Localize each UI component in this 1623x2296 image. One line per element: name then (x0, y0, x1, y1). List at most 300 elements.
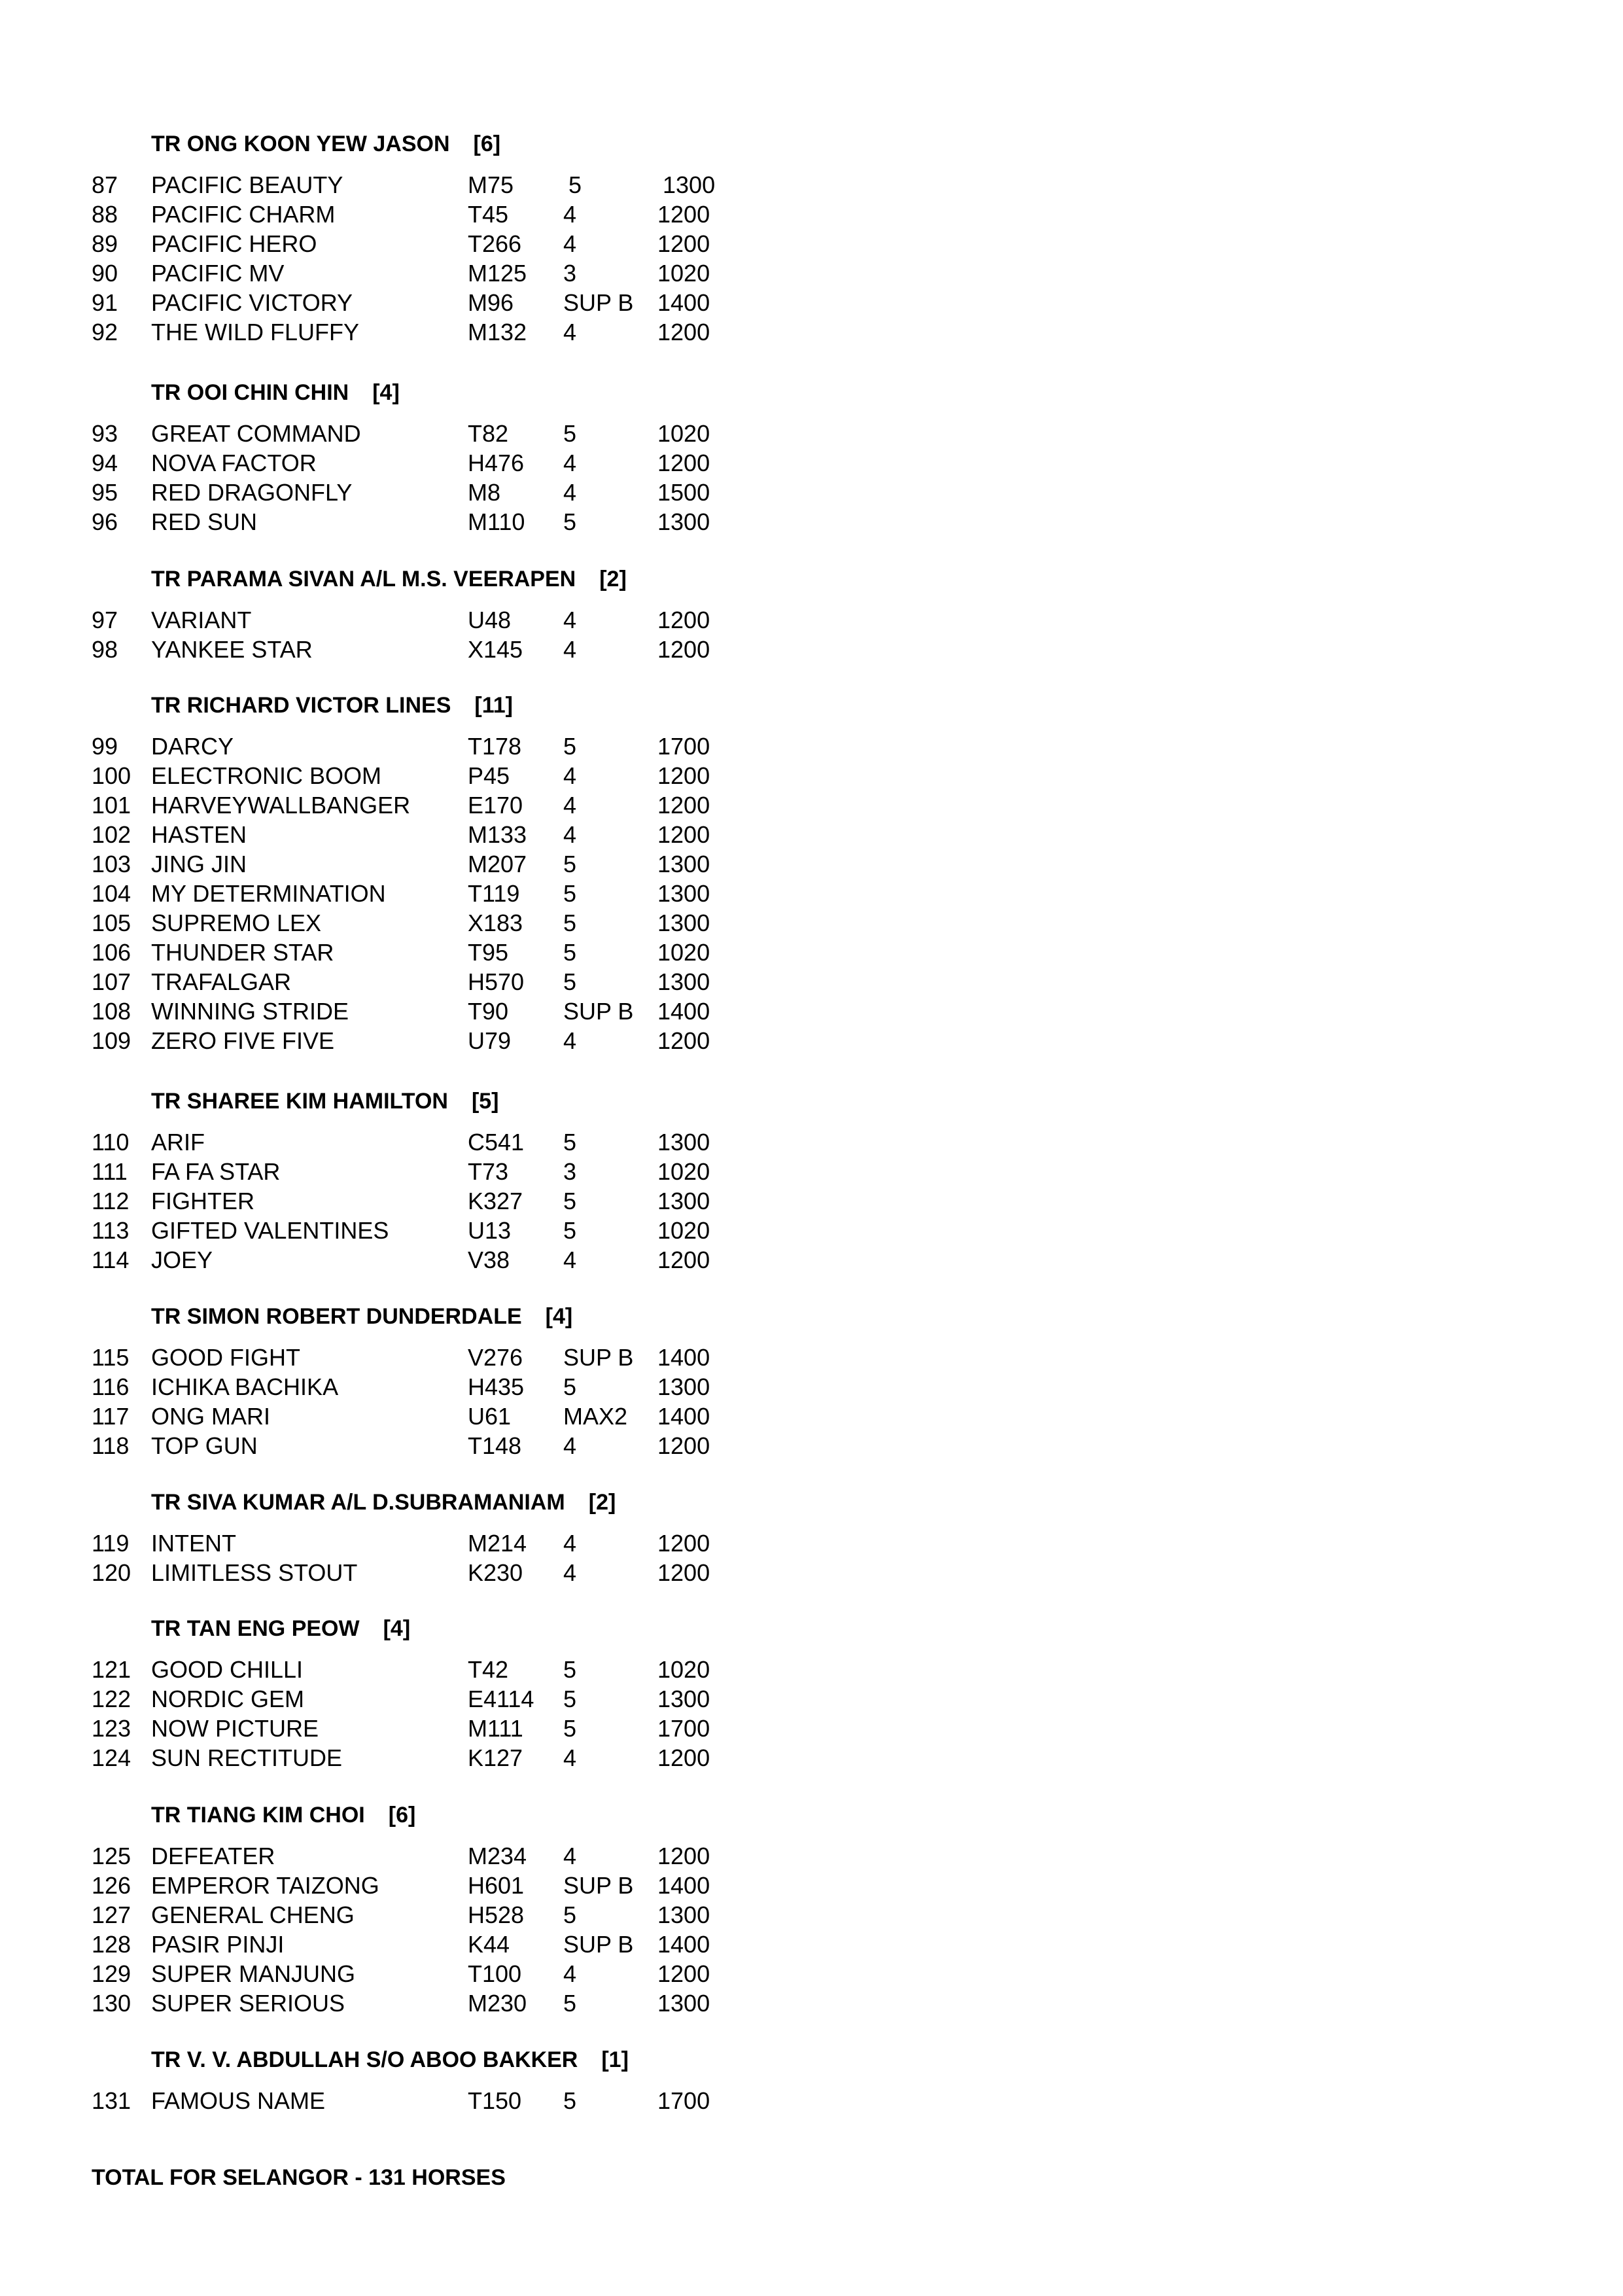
horse-code: E170 (468, 792, 523, 819)
horse-row (92, 879, 811, 908)
trainer-heading (92, 1082, 811, 1121)
horse-count: [11] (474, 693, 513, 718)
trainer-name: TR RICHARD VICTOR LINES (151, 693, 451, 718)
horse-class: 5 (563, 939, 577, 966)
horse-name: PACIFIC HERO (151, 230, 317, 257)
horse-row (92, 170, 811, 200)
horse-class: 5 (563, 1656, 577, 1683)
horse-number: 90 (92, 260, 118, 287)
trainer-name: TR V. V. ABDULLAH S/O ABOO BAKKER (151, 2047, 578, 2072)
horse-number: 91 (92, 289, 118, 316)
horse-name: PACIFIC MV (151, 260, 285, 287)
horse-distance: 1200 (657, 607, 710, 633)
horse-name: YANKEE STAR (151, 636, 313, 663)
horse-name: GOOD FIGHT (151, 1344, 300, 1371)
trainer-section (92, 1082, 811, 1275)
horse-distance: 1300 (657, 1129, 710, 1156)
horse-distance: 1200 (657, 762, 710, 789)
horse-code: T73 (468, 1158, 509, 1185)
horse-distance: 1300 (657, 968, 710, 995)
horse-row (92, 908, 811, 938)
horse-class: 4 (563, 821, 577, 848)
horse-name: DARCY (151, 733, 234, 760)
horse-code: T45 (468, 201, 509, 228)
horse-list (92, 419, 811, 537)
horse-number: 94 (92, 450, 118, 476)
horse-count: [5] (471, 1089, 499, 1114)
horse-class: 4 (563, 1530, 577, 1557)
horse-code: V38 (468, 1246, 510, 1273)
horse-list (92, 1528, 811, 1587)
horse-row (92, 1871, 811, 1900)
horse-list (92, 1655, 811, 1773)
horse-code: T90 (468, 998, 509, 1025)
horse-count: [4] (545, 1304, 573, 1329)
horse-distance: 1400 (657, 1344, 710, 1371)
horse-number: 123 (92, 1715, 131, 1742)
trainer-section (92, 373, 811, 537)
horse-row (92, 448, 811, 478)
horse-row (92, 849, 811, 879)
horse-row (92, 1959, 811, 1988)
horse-distance: 1020 (657, 1656, 710, 1683)
trainer-heading (92, 1297, 811, 1336)
trainer-section (92, 559, 811, 664)
horse-row (92, 2086, 811, 2115)
trainer-section (92, 2040, 811, 2115)
horse-distance: 1020 (657, 420, 710, 447)
trainer-section (92, 124, 811, 347)
horse-row (92, 732, 811, 761)
horse-name: RED SUN (151, 508, 258, 535)
horse-class: 4 (563, 479, 577, 506)
trainer-heading (92, 124, 811, 164)
horse-number: 93 (92, 420, 118, 447)
horse-distance: 1700 (657, 733, 710, 760)
horse-code: U13 (468, 1217, 512, 1244)
horse-distance: 1400 (657, 289, 710, 316)
horse-name: ICHIKA BACHIKA (151, 1373, 339, 1400)
horse-row (92, 1900, 811, 1930)
horse-name: JING JIN (151, 851, 247, 877)
horse-name: DEFEATER (151, 1843, 275, 1869)
horse-class: 4 (563, 1559, 577, 1586)
horse-name: GENERAL CHENG (151, 1901, 355, 1928)
horse-list (92, 1127, 811, 1275)
horse-code: K327 (468, 1188, 523, 1214)
horse-row (92, 605, 811, 635)
trainer-heading (92, 1609, 811, 1648)
horse-count: [1] (601, 2047, 629, 2072)
trainer-heading (92, 373, 811, 412)
horse-number: 88 (92, 201, 118, 228)
horse-number: 95 (92, 479, 118, 506)
horse-code: M133 (468, 821, 527, 848)
horse-distance: 1020 (657, 1158, 710, 1185)
horse-number: 104 (92, 880, 131, 907)
horse-class: 4 (563, 319, 577, 345)
horse-code: M111 (468, 1715, 523, 1742)
horse-name: RED DRAGONFLY (151, 479, 353, 506)
horse-name: INTENT (151, 1530, 236, 1557)
horse-code: T82 (468, 420, 509, 447)
total-line: TOTAL FOR SELANGOR - 131 HORSES (92, 2165, 506, 2190)
horse-number: 122 (92, 1686, 131, 1712)
horse-code: H435 (468, 1373, 525, 1400)
horse-name: PACIFIC VICTORY (151, 289, 353, 316)
horse-number: 118 (92, 1432, 130, 1459)
horse-code: X145 (468, 636, 523, 663)
horse-number: 113 (92, 1217, 130, 1244)
horse-class: 4 (563, 1960, 577, 1987)
horse-number: 117 (92, 1403, 130, 1430)
horse-class: 5 (563, 851, 577, 877)
horse-distance: 1300 (657, 910, 710, 936)
horse-class: 4 (563, 1246, 577, 1273)
horse-row (92, 1930, 811, 1959)
horse-class: 4 (563, 1027, 577, 1054)
horse-class: 5 (563, 1901, 577, 1928)
horse-number: 125 (92, 1843, 131, 1869)
horse-distance: 1020 (657, 939, 710, 966)
horse-row (92, 1216, 811, 1245)
horse-row (92, 1841, 811, 1871)
horse-number: 101 (92, 792, 131, 819)
horse-number: 127 (92, 1901, 131, 1928)
horse-number: 124 (92, 1744, 131, 1771)
horse-list (92, 170, 811, 347)
horse-row (92, 938, 811, 967)
horse-class: 5 (563, 1715, 577, 1742)
horse-number: 87 (92, 171, 118, 198)
horse-number: 109 (92, 1027, 131, 1054)
horse-class: 4 (563, 1432, 577, 1459)
horse-number: 103 (92, 851, 131, 877)
horse-number: 105 (92, 910, 131, 936)
horse-name: THUNDER STAR (151, 939, 334, 966)
horse-code: T119 (468, 880, 520, 907)
horse-code: V276 (468, 1344, 523, 1371)
horse-number: 120 (92, 1559, 131, 1586)
trainer-name: TR PARAMA SIVAN A/L M.S. VEERAPEN (151, 567, 576, 592)
horse-distance: 1200 (657, 1246, 710, 1273)
horse-count: [2] (588, 1490, 616, 1515)
horse-distance: 1700 (657, 1715, 710, 1742)
horse-count: [6] (473, 132, 501, 156)
horse-class: 4 (563, 762, 577, 789)
horse-row (92, 507, 811, 537)
horse-row (92, 1714, 811, 1743)
horse-number: 126 (92, 1872, 131, 1899)
horse-code: T178 (468, 733, 522, 760)
horse-name: PACIFIC BEAUTY (151, 171, 343, 198)
horse-code: U79 (468, 1027, 512, 1054)
horse-name: NOW PICTURE (151, 1715, 319, 1742)
horse-code: X183 (468, 910, 523, 936)
horse-class: 5 (563, 1129, 577, 1156)
horse-number: 92 (92, 319, 118, 345)
horse-distance: 1200 (657, 1559, 710, 1586)
horse-code: P45 (468, 762, 510, 789)
horse-row (92, 1988, 811, 2018)
horse-code: T95 (468, 939, 509, 966)
horse-name: WINNING STRIDE (151, 998, 349, 1025)
horse-list (92, 1343, 811, 1460)
horse-distance: 1200 (657, 636, 710, 663)
horse-code: M230 (468, 1990, 527, 2017)
horse-code: H528 (468, 1901, 525, 1928)
horse-number: 115 (92, 1344, 130, 1371)
horse-code: K44 (468, 1931, 510, 1958)
horse-row (92, 1186, 811, 1216)
horse-class: 5 (563, 1188, 577, 1214)
horse-number: 112 (92, 1188, 130, 1214)
horse-row (92, 1127, 811, 1157)
horse-list (92, 732, 811, 1055)
horse-list (92, 605, 811, 664)
horse-row (92, 1245, 811, 1275)
horse-number: 106 (92, 939, 131, 966)
horse-number: 99 (92, 733, 118, 760)
horse-name: GREAT COMMAND (151, 420, 361, 447)
horse-class: 5 (563, 508, 577, 535)
horse-code: M75 (468, 171, 514, 198)
horse-code: M207 (468, 851, 527, 877)
horse-class: 5 (563, 1373, 577, 1400)
horse-row (92, 1157, 811, 1186)
horse-name: ONG MARI (151, 1403, 271, 1430)
horse-distance: 1300 (657, 1686, 710, 1712)
horse-row (92, 258, 811, 288)
horse-name: FA FA STAR (151, 1158, 281, 1185)
horse-distance: 1200 (657, 450, 710, 476)
horse-class: 5 (563, 910, 577, 936)
horse-class: 3 (563, 1158, 577, 1185)
horse-name: PACIFIC CHARM (151, 201, 336, 228)
horse-code: M8 (468, 479, 501, 506)
horse-code: T148 (468, 1432, 522, 1459)
horse-distance: 1400 (657, 998, 710, 1025)
horse-row (92, 1431, 811, 1460)
horse-number: 128 (92, 1931, 131, 1958)
trainer-name: TR ONG KOON YEW JASON (151, 132, 450, 156)
horse-distance: 1500 (657, 479, 710, 506)
horse-class: 5 (563, 420, 577, 447)
horse-list (92, 1841, 811, 2018)
trainer-heading (92, 559, 811, 599)
horse-count: [6] (388, 1803, 416, 1828)
horse-code: T100 (468, 1960, 522, 1987)
horse-distance: 1200 (657, 1530, 710, 1557)
horse-code: H570 (468, 968, 525, 995)
horse-distance: 1300 (657, 1901, 710, 1928)
horse-code: M132 (468, 319, 527, 345)
horse-distance: 1200 (657, 1843, 710, 1869)
horse-row (92, 1402, 811, 1431)
horse-class: 5 (563, 968, 577, 995)
horse-distance: 1300 (663, 171, 716, 198)
horse-distance: 1200 (657, 230, 710, 257)
horse-class: 4 (563, 792, 577, 819)
horse-name: TOP GUN (151, 1432, 258, 1459)
trainer-heading (92, 1483, 811, 1522)
horse-class: 4 (563, 230, 577, 257)
horse-number: 96 (92, 508, 118, 535)
horse-row (92, 1372, 811, 1402)
horse-class: 5 (563, 1686, 577, 1712)
horse-class: 4 (563, 450, 577, 476)
trainer-section (92, 1483, 811, 1587)
horse-distance: 1300 (657, 851, 710, 877)
trainer-heading (92, 1795, 811, 1835)
horse-class: 5 (568, 171, 582, 198)
horse-number: 110 (92, 1129, 130, 1156)
horse-distance: 1020 (657, 260, 710, 287)
horse-number: 108 (92, 998, 131, 1025)
horse-distance: 1020 (657, 1217, 710, 1244)
horse-name: NORDIC GEM (151, 1686, 304, 1712)
horse-name: NOVA FACTOR (151, 450, 317, 476)
horse-number: 98 (92, 636, 118, 663)
trainer-name: TR OOI CHIN CHIN (151, 380, 349, 405)
horse-name: GOOD CHILLI (151, 1656, 304, 1683)
horse-name: ELECTRONIC BOOM (151, 762, 382, 789)
horse-distance: 1300 (657, 1188, 710, 1214)
horse-name: GIFTED VALENTINES (151, 1217, 389, 1244)
horse-number: 131 (92, 2087, 131, 2114)
horse-class: 5 (563, 2087, 577, 2114)
horse-class: 5 (563, 1990, 577, 2017)
horse-code: E4114 (468, 1686, 534, 1712)
horse-row (92, 200, 811, 229)
horse-class: 4 (563, 1744, 577, 1771)
horse-distance: 1200 (657, 1432, 710, 1459)
horse-class: 5 (563, 733, 577, 760)
horse-number: 129 (92, 1960, 131, 1987)
horse-class: 5 (563, 880, 577, 907)
horse-row (92, 967, 811, 997)
horse-number: 97 (92, 607, 118, 633)
horse-row (92, 288, 811, 317)
horse-name: MY DETERMINATION (151, 880, 386, 907)
horse-class: 5 (563, 1217, 577, 1244)
horse-distance: 1200 (657, 1027, 710, 1054)
horse-row (92, 635, 811, 664)
horse-class: SUP B (563, 1344, 634, 1371)
horse-row (92, 1343, 811, 1372)
horse-number: 119 (92, 1530, 130, 1557)
horse-name: VARIANT (151, 607, 252, 633)
horse-name: SUPER SERIOUS (151, 1990, 345, 2017)
trainer-section (92, 686, 811, 1055)
horse-name: SUPREMO LEX (151, 910, 322, 936)
horse-distance: 1400 (657, 1872, 710, 1899)
horse-code: M110 (468, 508, 525, 535)
horse-row (92, 1743, 811, 1773)
horse-name: HARVEYWALLBANGER (151, 792, 411, 819)
horse-distance: 1200 (657, 821, 710, 848)
horse-name: SUPER MANJUNG (151, 1960, 356, 1987)
horse-distance: 1300 (657, 1990, 710, 2017)
horse-code: K230 (468, 1559, 523, 1586)
horse-class: SUP B (563, 1872, 634, 1899)
horse-row (92, 1528, 811, 1558)
horse-distance: 1200 (657, 1960, 710, 1987)
horse-code: H601 (468, 1872, 525, 1899)
horse-name: FIGHTER (151, 1188, 254, 1214)
horse-distance: 1300 (657, 508, 710, 535)
horse-code: C541 (468, 1129, 525, 1156)
horse-name: ARIF (151, 1129, 205, 1156)
horse-number: 102 (92, 821, 131, 848)
horse-number: 130 (92, 1990, 131, 2017)
horse-class: 4 (563, 607, 577, 633)
trainer-heading (92, 2040, 811, 2079)
horse-distance: 1400 (657, 1931, 710, 1958)
horse-distance: 1200 (657, 792, 710, 819)
horse-name: JOEY (151, 1246, 213, 1273)
horse-row (92, 1026, 811, 1055)
horse-number: 100 (92, 762, 131, 789)
horse-class: SUP B (563, 1931, 634, 1958)
horse-row (92, 229, 811, 258)
horse-distance: 1300 (657, 1373, 710, 1400)
horse-class: 3 (563, 260, 577, 287)
horse-number: 107 (92, 968, 131, 995)
horse-row (92, 997, 811, 1026)
horse-class: MAX2 (563, 1403, 628, 1430)
horse-distance: 1300 (657, 880, 710, 907)
horse-distance: 1200 (657, 319, 710, 345)
trainer-heading (92, 686, 811, 725)
horse-name: EMPEROR TAIZONG (151, 1872, 379, 1899)
horse-code: M234 (468, 1843, 527, 1869)
horse-row (92, 790, 811, 820)
horse-name: TRAFALGAR (151, 968, 292, 995)
horse-class: SUP B (563, 998, 634, 1025)
horse-distance: 1200 (657, 1744, 710, 1771)
horse-row (92, 820, 811, 849)
horse-count: [4] (372, 380, 400, 405)
horse-name: LIMITLESS STOUT (151, 1559, 358, 1586)
horse-code: H476 (468, 450, 525, 476)
horse-row (92, 478, 811, 507)
horse-count: [2] (599, 567, 627, 592)
horse-number: 111 (92, 1158, 128, 1185)
horse-count: [4] (383, 1616, 411, 1641)
horse-name: ZERO FIVE FIVE (151, 1027, 335, 1054)
horse-distance: 1200 (657, 201, 710, 228)
trainer-name: TR SHAREE KIM HAMILTON (151, 1089, 448, 1114)
horse-code: M96 (468, 289, 514, 316)
horse-code: U48 (468, 607, 512, 633)
trainer-name: TR TIANG KIM CHOI (151, 1803, 365, 1828)
horse-number: 114 (92, 1246, 130, 1273)
horse-code: K127 (468, 1744, 523, 1771)
horse-code: U61 (468, 1403, 512, 1430)
horse-name: PASIR PINJI (151, 1931, 285, 1958)
horse-number: 116 (92, 1373, 130, 1400)
horse-number: 89 (92, 230, 118, 257)
horse-name: SUN RECTITUDE (151, 1744, 343, 1771)
horse-name: THE WILD FLUFFY (151, 319, 360, 345)
horse-class: 4 (563, 1843, 577, 1869)
horse-row (92, 1684, 811, 1714)
horse-code: M125 (468, 260, 527, 287)
horse-name: FAMOUS NAME (151, 2087, 326, 2114)
trainer-section (92, 1609, 811, 1773)
horse-code: T42 (468, 1656, 509, 1683)
